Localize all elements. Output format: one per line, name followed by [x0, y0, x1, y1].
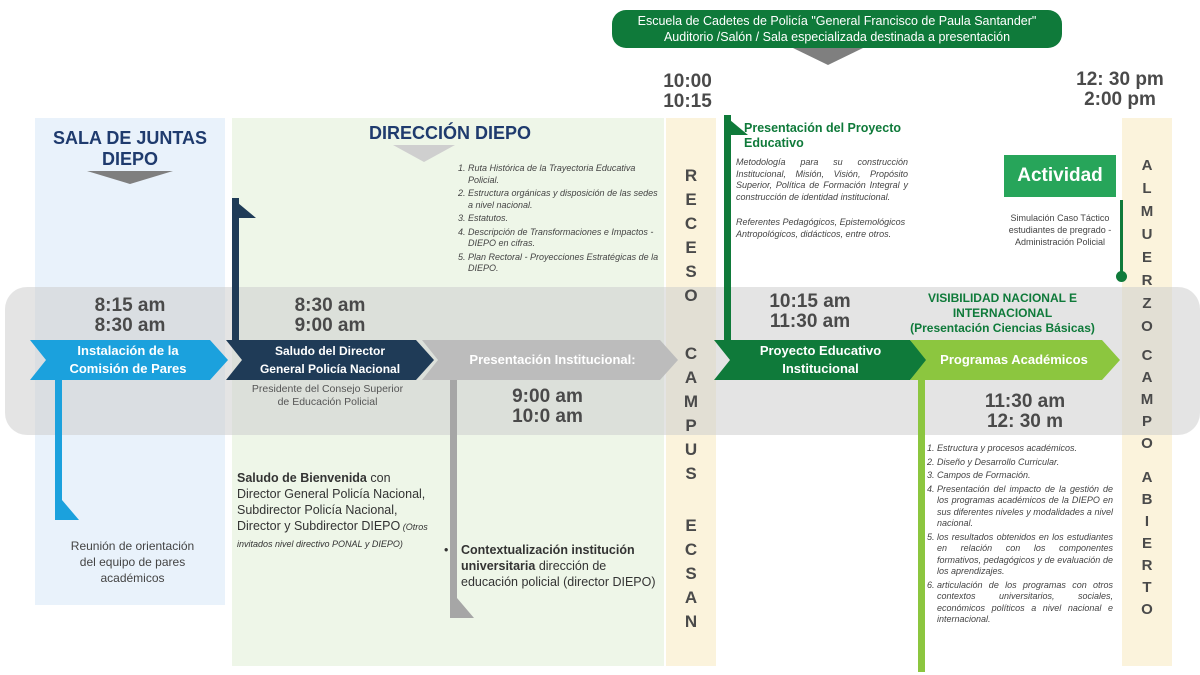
time-end: 11:30 am [769, 311, 851, 332]
campo-word [1132, 345, 1162, 455]
letter: P [685, 416, 697, 435]
stage3-connector-foot [450, 598, 474, 618]
time-start: 12: 30 pm [1076, 69, 1164, 90]
proyecto-title [744, 121, 934, 151]
letter: A [684, 368, 698, 387]
sala-title-line2: DIEPO [101, 149, 158, 169]
actividad-dot [1116, 271, 1127, 282]
programa-item: 4. Presentación del impacto de la gestión de los programas académicos de la DIEPO en sus diferentes niveles y modalidades a nivel nacional. [937, 484, 1113, 530]
time-block-2 [250, 296, 410, 336]
stage5-label: Programas Académicos [940, 352, 1088, 367]
actividad-label: Actividad [1004, 155, 1116, 197]
diepo-topic: 2. Estructura orgánicas y disposición de las sedes a nivel nacional. [468, 188, 660, 211]
time-end: 9:00 am [294, 315, 366, 336]
letter: M [1140, 391, 1154, 408]
letter: B [1141, 491, 1153, 508]
stage2-line2: General Policía Nacional [259, 362, 401, 376]
note-line: de Educación Policial [277, 396, 378, 408]
letter: E [685, 516, 697, 535]
stage1-connector-foot [55, 500, 79, 520]
time-start: 10:00 [663, 71, 712, 92]
programas-list [923, 443, 1113, 628]
abierto-word [1132, 467, 1162, 621]
letter: Z [1142, 295, 1152, 312]
stage1-label [40, 340, 216, 380]
letter: L [1142, 180, 1152, 197]
note-line: académicos [100, 571, 165, 585]
actividad-desc [1000, 212, 1120, 248]
letter: O [1141, 318, 1153, 335]
direccion-title: DIRECCIÓN DIEPO [368, 123, 532, 143]
actividad-line: Simulación Caso Táctico [1010, 213, 1110, 223]
time-end: 10:0 am [512, 406, 583, 427]
time-start: 11:30 am [984, 391, 1066, 412]
stage3-detail [444, 542, 659, 590]
note-line: del equipo de pares [79, 555, 186, 569]
letter: T [1142, 579, 1152, 596]
note-line: Reunión de orientación [70, 539, 195, 553]
venue-pointer-icon [793, 48, 863, 66]
stage4-label [728, 340, 913, 380]
detail-bold: Contextualización institución universitaria [461, 543, 635, 573]
letter: A [1141, 469, 1153, 486]
visibilidad-line: INTERNACIONAL [952, 306, 1053, 320]
visibilidad-title [905, 291, 1100, 336]
letter: S [685, 464, 697, 483]
stage1-line2: Comisión de Pares [69, 361, 187, 376]
letter: A [1141, 157, 1153, 174]
stage2-line1: Saludo del Director [274, 344, 386, 358]
sala-pointer-icon [87, 171, 173, 185]
letter: E [685, 190, 697, 209]
letter: C [684, 540, 698, 559]
visibilidad-line: VISIBILIDAD NACIONAL E [927, 291, 1078, 305]
time-block-6 [945, 392, 1105, 432]
letter: C [1141, 347, 1153, 364]
time-start: 9:00 am [512, 386, 583, 407]
programa-item: 5. los resultados obtenidos en los estudiantes en relación con los componentes formativos, pedagógicos y de evaluación de los aprendizajes. [937, 532, 1113, 578]
time-block-3 [465, 387, 630, 427]
venue-line2: Auditorio /Salón / Sala especializada destinada a presentación [663, 30, 1011, 44]
diepo-topic: 1. Ruta Histórica de la Trayectoria Educativa Policial. [468, 163, 660, 186]
time-end: 2:00 pm [1084, 89, 1156, 110]
actividad-connector [1120, 200, 1123, 275]
letter: O [1141, 435, 1153, 452]
stage2-note [235, 383, 420, 409]
bullet-icon: • [444, 543, 449, 557]
diepo-topic: 4. Descripción de Transformaciones e Impactos - DIEPO en cifras. [468, 227, 660, 250]
direccion-pointer-icon [393, 145, 455, 163]
stage2-detail [237, 470, 437, 552]
letter: O [1141, 601, 1153, 618]
diepo-topic: 5. Plan Rectoral - Proyecciones Estratégicas de la DIEPO. [468, 252, 660, 275]
letter: C [684, 344, 698, 363]
receso-word [676, 164, 706, 308]
stage2-label [240, 340, 420, 380]
detail-text: con Director General Policía Nacional, Subdirector Policía Nacional, Director y Subdirector DIEPO [237, 471, 426, 533]
letter: S [685, 564, 697, 583]
time-end: 10:15 [663, 91, 712, 112]
actividad-line: estudiantes de pregrado - [1008, 225, 1112, 235]
detail-bold: Saludo de Bienvenida [237, 471, 367, 485]
programa-item: 6. articulación de los programas con otros contextos universitarios, sociales, económicos políticos a nivel nacional e internacional. [937, 580, 1113, 626]
time-start: 8:30 am [294, 295, 366, 316]
proyecto-para1: Metodología para su construcción Institucional, Misión, Visión, Propósito Superior, Política de Formación Integral y construcción de identidad institucional. [736, 157, 908, 202]
stage4-line2: Institucional [782, 361, 859, 376]
letter: U [1141, 226, 1153, 243]
venue-header [612, 10, 1062, 48]
letter: E [1141, 249, 1152, 266]
stage1-line1: Instalación de la [77, 343, 179, 358]
letter: A [1141, 369, 1153, 386]
proyecto-para2: Referentes Pedagógicos, Epistemológicos Antropológicos, didácticos, entre otros. [736, 217, 906, 239]
letter: R [684, 166, 698, 185]
sala-title [35, 128, 225, 170]
time-start: 8:15 am [94, 295, 166, 316]
letter: M [683, 392, 699, 411]
diepo-topic: 3. Estatutos. [468, 213, 660, 225]
time-end: 12: 30 m [986, 411, 1064, 432]
letter: A [684, 588, 698, 607]
time-block-1 [50, 296, 210, 336]
letter: M [1140, 203, 1154, 220]
stage1-note [50, 538, 215, 586]
stage4-line1: Proyecto Educativo [759, 343, 882, 358]
campus-word [676, 342, 706, 486]
programa-item: 1. Estructura y procesos académicos. [937, 443, 1113, 455]
letter: E [1141, 535, 1152, 552]
stage2-connector-head [232, 198, 256, 218]
sala-title-line1: SALA DE JUNTAS [52, 128, 207, 148]
time-start: 10:15 am [769, 291, 851, 312]
ecsan-word [676, 514, 706, 634]
stage3-label: Presentación Institucional: [469, 352, 636, 367]
visibilidad-line: (Presentación Ciencias Básicas) [910, 321, 1095, 335]
detail-italic: (Otros invitados nivel directivo PONAL y DIEPO) [237, 522, 428, 549]
proyecto-title-line1: Presentación del Proyecto [744, 121, 902, 135]
time-block-7 [1055, 70, 1185, 110]
almuerzo-word [1132, 154, 1162, 338]
letter: C [684, 214, 698, 233]
venue-line1: Escuela de Cadetes de Policía "General Francisco de Paula Santander" [637, 14, 1037, 28]
letter: R [1141, 557, 1153, 574]
stage1-connector [55, 378, 62, 518]
actividad-line: Administración Policial [1014, 237, 1106, 247]
detail-text: dirección de educación policial (director DIEPO) [461, 559, 656, 589]
programa-item: 2. Diseño y Desarrollo Curricular. [937, 457, 1113, 469]
stage2-connector [232, 198, 239, 343]
note-line: Presidente del Consejo Superior [251, 383, 404, 395]
diepo-topics-list [450, 163, 660, 277]
letter: U [684, 440, 698, 459]
time-block-5 [730, 292, 890, 332]
letter: O [684, 286, 698, 305]
letter: S [685, 262, 697, 281]
time-block-4 [645, 72, 730, 112]
programa-item: 3. Campos de Formación. [937, 470, 1113, 482]
letter: N [684, 612, 698, 631]
letter: E [685, 238, 697, 257]
time-end: 8:30 am [94, 315, 166, 336]
letter: P [1141, 413, 1152, 430]
letter: R [1141, 272, 1153, 289]
letter: I [1144, 513, 1150, 530]
proyecto-title-line2: Educativo [744, 136, 804, 150]
